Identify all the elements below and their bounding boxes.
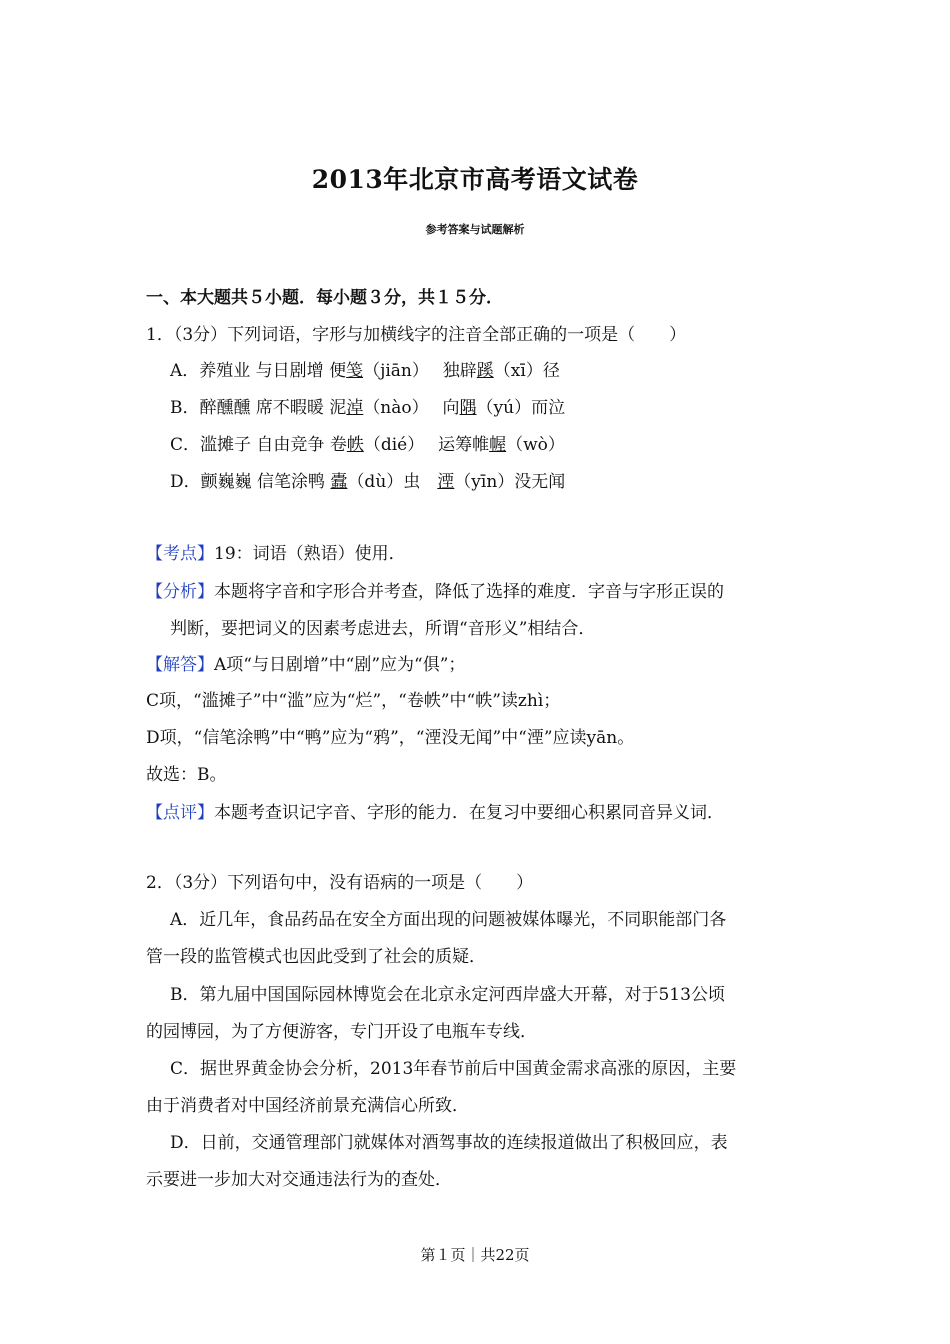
page-title: 2013年北京市高考语文试卷 (311, 165, 639, 194)
kaodian-tag: 【考点】 (146, 544, 214, 564)
page-subtitle: 参考答案与试题解析 (425, 223, 525, 236)
jieda-line (146, 653, 465, 677)
underlined-char: 蹊 (476, 361, 494, 381)
option-text: （dié） 运筹帷 (363, 435, 490, 455)
dianping-text: 本题考查识记字音、字形的能力．在复习中要细心积累同音异义词． (214, 803, 724, 823)
jieda-line-3: D项，“信笔涂鸭”中“鸭”应为“鸦”，“湮没无闻”中“湮”应读yān。 (146, 728, 635, 748)
fenxi-line-2: 判断，要把词义的因素考虑进去，所谓“音形义”相结合． (170, 619, 596, 639)
underlined-char: 蠹 (330, 472, 348, 492)
underlined-char: 帙 (346, 435, 364, 455)
fenxi-text: 本题将字音和字形合并考查，降低了选择的难度．字音与字形正误的 (214, 582, 724, 602)
jieda-text: A项“与日剧增”中“剧”应为“俱”； (214, 655, 466, 675)
kaodian-text: 19：词语（熟语）使用． (214, 544, 406, 564)
jieda-line-4: 故选：B。 (146, 765, 227, 785)
question-1-option-b (170, 396, 565, 420)
underlined-char: 隅 (459, 398, 477, 418)
underlined-char: 湮 (437, 472, 455, 492)
option-text: （nào） 向 (363, 398, 460, 418)
fenxi-tag: 【分析】 (146, 582, 214, 602)
option-text: D．颤巍巍 信笔涂鸭 (170, 472, 331, 492)
question-2-option-d-cont: 示要进一步加大对交通违法行为的查处． (146, 1170, 452, 1190)
question-2-option-c: C．据世界黄金协会分析，2013年春节前后中国黄金需求高涨的原因，主要 (170, 1059, 737, 1079)
option-text: （xī）径 (493, 361, 560, 381)
option-text: C．滥摊子 自由竞争 卷 (170, 435, 347, 455)
underlined-char: 淖 (346, 398, 364, 418)
question-1-option-c (170, 433, 565, 457)
option-text: （wò） (506, 435, 565, 455)
option-text: （yú）而泣 (476, 398, 566, 418)
question-2-option-b-cont: 的园博园，为了方便游客，专门开设了电瓶车专线． (146, 1022, 537, 1042)
option-text: A．养殖业 与日剧增 便 (170, 361, 347, 381)
option-text: （yīn）没无闻 (454, 472, 566, 492)
jieda-line-2: C项，“滥摊子”中“滥”应为“烂”，“卷帙”中“帙”读zhì； (146, 691, 561, 711)
question-2-option-b: B．第九届中国国际园林博览会在北京永定河西岸盛大开幕，对于513公顷 (170, 985, 725, 1005)
dianping-tag: 【点评】 (146, 803, 214, 823)
dianping-line (146, 801, 724, 825)
question-1-option-a (170, 359, 560, 383)
option-text: B．醉醺醺 席不暇暖 泥 (170, 398, 347, 418)
jieda-tag: 【解答】 (146, 655, 214, 675)
question-1-option-d (170, 470, 565, 494)
kaodian-line (146, 542, 406, 566)
option-text: （jiān） 独辟 (363, 361, 477, 381)
underlined-char: 幄 (489, 435, 507, 455)
underlined-char: 笺 (346, 361, 364, 381)
question-2-option-a: A．近几年，食品药品在安全方面出现的问题被媒体曝光，不同职能部门各 (170, 910, 727, 930)
question-2-option-a-cont: 管一段的监管模式也因此受到了社会的质疑． (146, 947, 486, 967)
question-2-stem: 2．（3分）下列语句中，没有语病的一项是（ ） (146, 873, 534, 893)
question-1-stem: 1．（3分）下列词语，字形与加横线字的注音全部正确的一项是（ ） (146, 325, 687, 345)
option-text: （dù）虫 (347, 472, 438, 492)
question-2-option-c-cont: 由于消费者对中国经济前景充满信心所致． (146, 1096, 469, 1116)
page-footer: 第１页｜共22页 (420, 1246, 530, 1264)
fenxi-line (146, 580, 724, 604)
question-2-option-d: D．日前，交通管理部门就媒体对酒驾事故的连续报道做出了积极回应，表 (170, 1133, 728, 1153)
section-heading: 一、本大题共５小题．每小题３分，共１５分． (146, 288, 503, 308)
